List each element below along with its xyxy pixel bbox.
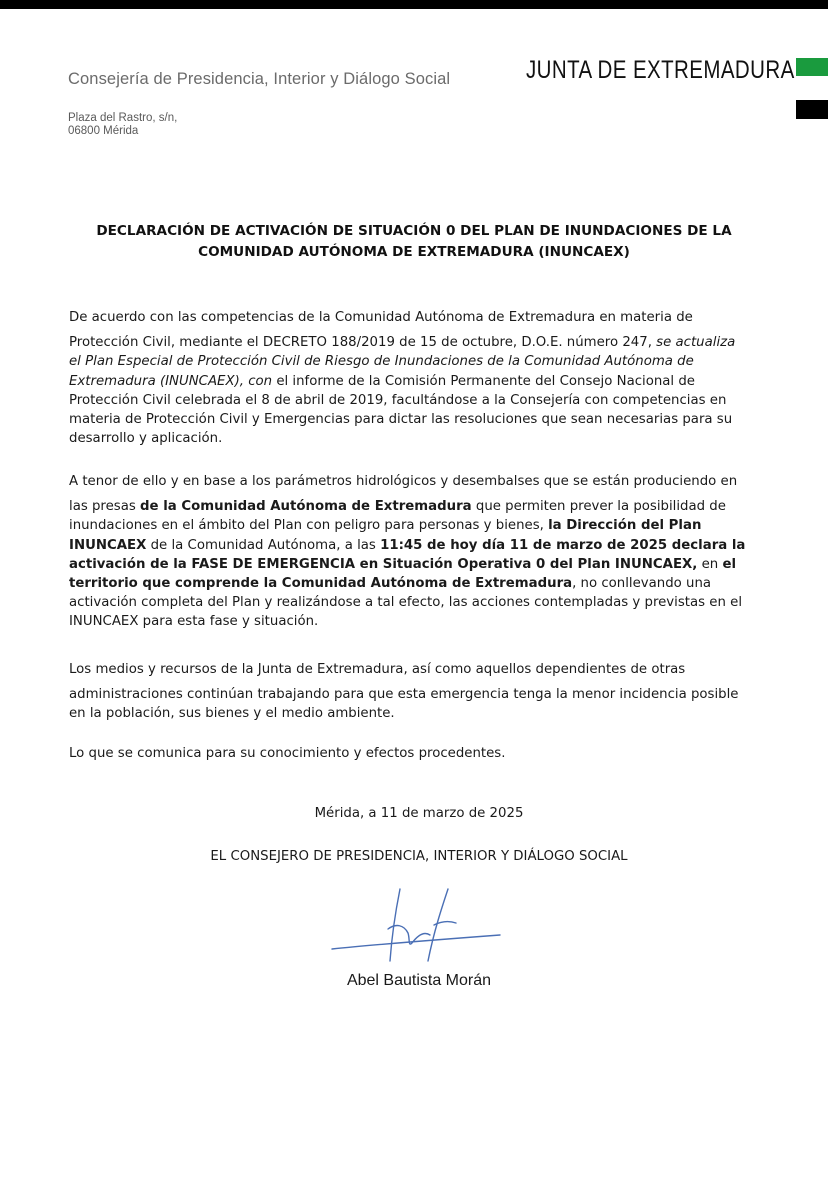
p2-line [69,497,769,516]
p1-line: desarrollo y aplicación. [69,431,223,447]
p1-line: Protección Civil celebrada el 8 de abril de 2019, facultándose a la Consejería con competencias en [69,392,727,408]
p1-italic-line: el Plan Especial de Protección Civil de Riesgo de Inundaciones de la Comunidad Autónoma de [69,354,694,370]
p2-text: las presas [69,499,141,515]
department-name: Consejería de Presidencia, Interior y Diálogo Social [68,70,451,88]
place-date: Mérida, a 11 de marzo de 2025 [314,806,524,821]
brand-logo-text: JUNTA DE EXTREMADURA [526,56,795,84]
paragraph-legal-basis [69,308,769,448]
p3-line: en la población, sus bienes y el medio ambiente. [69,706,395,722]
top-black-bar [0,0,828,9]
signatory-name: Abel Bautista Morán [346,972,492,989]
p2-text: en [697,556,723,572]
p1-line [69,333,769,352]
title-line-1: DECLARACIÓN DE ACTIVACIÓN DE SITUACIÓN 0 DEL PLAN DE INUNDACIONES DE LA [96,223,732,239]
p2-line [69,516,769,535]
paragraph-closing [69,744,769,763]
p2-bold-text: INUNCAEX [69,537,147,553]
p2-bold-text: activación de la FASE DE EMERGENCIA en Situación Operativa 0 del Plan INUNCAEX, [69,556,698,572]
p2-line: activación completa del Plan y realizándose a tal efecto, las acciones contempladas y previstas en el [69,595,743,611]
p1-italic-text: se actualiza [656,335,736,351]
p2-bold-text: de la Comunidad Autónoma de Extremadura [140,499,472,515]
p1-line [69,372,769,391]
p2-bold-text: el [722,556,737,572]
address-line-2: 06800 Mérida [68,125,139,137]
p4-line: Lo que se comunica para su conocimiento y efectos procedentes. [69,746,506,761]
address [68,112,177,138]
p2-line [69,574,769,593]
flag-black-stripe [796,100,828,119]
p2-text: , no conllevando una [572,576,712,592]
handwritten-signature [330,885,510,965]
paragraph-declaration [69,472,769,632]
document-title [68,221,760,263]
p1-text: el informe de la Comisión Permanente del Consejo Nacional de [272,373,695,389]
p3-line: Los medios y recursos de la Junta de Extremadura, así como aquellos dependientes de otras [69,662,686,677]
signatory-role: EL CONSEJERO DE PRESIDENCIA, INTERIOR Y DIÁLOGO SOCIAL [210,849,628,864]
p1-italic-text: Extremadura (INUNCAEX), con [69,373,273,389]
p2-bold-text: 11:45 de hoy día 11 de marzo de 2025 declara la [380,537,746,553]
p2-text: de la Comunidad Autónoma, a las [146,537,381,553]
p3-line: administraciones continúan trabajando para que esta emergencia tenga la menor incidencia posible [69,687,739,703]
p2-text: que permiten prever la posibilidad de [471,499,726,515]
p1-text: Protección Civil, mediante el DECRETO 188/2019 de 15 de octubre, D.O.E. número 247, [69,335,657,351]
p2-line [69,536,769,555]
p1-line: De acuerdo con las competencias de la Comunidad Autónoma de Extremadura en materia de [69,310,693,325]
p2-line [69,555,769,574]
p1-line: materia de Protección Civil y Emergencias para dictar las resoluciones que sean necesarias para su [69,412,733,428]
p2-bold-text: territorio que comprende la Comunidad Autónoma de Extremadura [69,576,573,592]
flag-green-stripe [796,58,828,76]
title-line-2: COMUNIDAD AUTÓNOMA DE EXTREMADURA (INUNCAEX) [198,244,630,260]
p2-text: inundaciones en el ámbito del Plan con peligro para personas y bienes, [69,518,549,534]
paragraph-resources [69,660,769,724]
p2-line: A tenor de ello y en base a los parámetros hidrológicos y desembalses que se están produciendo en [69,474,738,489]
address-line-1: Plaza del Rastro, s/n, [68,112,178,124]
p2-bold-text: la Dirección del Plan [548,518,702,534]
p2-line: INUNCAEX para esta fase y situación. [69,614,319,630]
